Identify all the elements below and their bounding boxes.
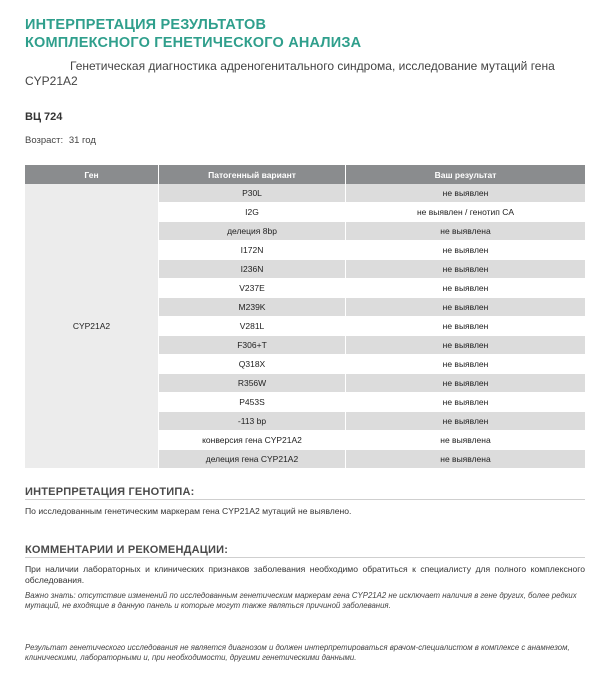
result-cell: не выявлена — [346, 450, 586, 469]
result-cell: не выявлен — [346, 241, 586, 260]
results-table-body — [25, 184, 585, 468]
comments-divider — [25, 557, 585, 558]
variant-cell: -113 bp — [159, 412, 346, 431]
results-table — [25, 165, 585, 469]
interpretation-divider — [25, 499, 585, 500]
result-cell: не выявлена — [346, 431, 586, 450]
gene-cell: CYP21A2 — [25, 184, 159, 468]
result-cell: не выявлен / генотип CA — [346, 203, 586, 222]
comments-heading: КОММЕНТАРИИ И РЕКОМЕНДАЦИИ: — [25, 544, 229, 556]
variant-cell: P453S — [159, 393, 346, 412]
report-title — [25, 16, 361, 52]
result-cell: не выявлен — [346, 317, 586, 336]
variant-cell: делеция 8bp — [159, 222, 346, 241]
variant-cell: I2G — [159, 203, 346, 222]
patient-code: ВЦ 724 — [25, 111, 63, 123]
result-cell: не выявлена — [346, 222, 586, 241]
comments-note: Важно знать: отсутствие изменений по исследованным генетическим маркерам гена CYP21A2 не исключает наличия в гене других, более редких мутаций, не входящие в данную панель и которые могут также являться причиной заболевания. — [25, 591, 577, 610]
variant-cell: V237E — [159, 279, 346, 298]
interpretation-heading: ИНТЕРПРЕТАЦИЯ ГЕНОТИПА: — [25, 486, 195, 498]
table-row — [25, 184, 585, 203]
result-cell: не выявлен — [346, 298, 586, 317]
column-header-result: Ваш результат — [346, 165, 586, 184]
report-title-line-1: ИНТЕРПРЕТАЦИЯ РЕЗУЛЬТАТОВ — [25, 17, 267, 33]
result-cell: не выявлен — [346, 279, 586, 298]
age-label: Возраст: — [25, 135, 64, 146]
age-value: 31 год — [68, 135, 96, 146]
result-cell: не выявлен — [346, 260, 586, 279]
comments-text: При наличии лабораторных и клинических признаков заболевания необходимо обратиться к специалисту для полного комплексного обследования. — [25, 564, 585, 585]
result-cell: не выявлен — [346, 393, 586, 412]
variant-cell: V281L — [159, 317, 346, 336]
variant-cell: F306+T — [159, 336, 346, 355]
result-cell: не выявлен — [346, 336, 586, 355]
variant-cell: M239K — [159, 298, 346, 317]
result-cell: не выявлен — [346, 184, 586, 203]
variant-cell: Q318X — [159, 355, 346, 374]
report-title-line-2: КОМПЛЕКСНОГО ГЕНЕТИЧЕСКОГО АНАЛИЗА — [25, 35, 362, 51]
interpretation-text: По исследованным генетическим маркерам гена CYP21A2 мутаций не выявлено. — [25, 506, 352, 516]
report-subtitle: Генетическая диагностика адреногенитального синдрома, исследование мутаций гена CYP21A2 — [25, 59, 555, 88]
variant-cell: I172N — [159, 241, 346, 260]
column-header-variant: Патогенный вариант — [159, 165, 346, 184]
result-cell: не выявлен — [346, 374, 586, 393]
variant-cell: R356W — [159, 374, 346, 393]
column-header-gene: Ген — [25, 165, 159, 184]
variant-cell: P30L — [159, 184, 346, 203]
disclaimer-text: Результат генетического исследования не является диагнозом и должен интерпретироваться врачом-специалистом в комплексе с анамнезом, клиническими, лабораторными и, при необходимости, другими генетическими данными. — [25, 643, 570, 662]
results-table-header — [25, 165, 585, 184]
variant-cell: делеция гена CYP21A2 — [159, 450, 346, 469]
result-cell: не выявлен — [346, 412, 586, 431]
patient-age — [25, 135, 96, 146]
variant-cell: I236N — [159, 260, 346, 279]
variant-cell: конверсия гена CYP21A2 — [159, 431, 346, 450]
result-cell: не выявлен — [346, 355, 586, 374]
